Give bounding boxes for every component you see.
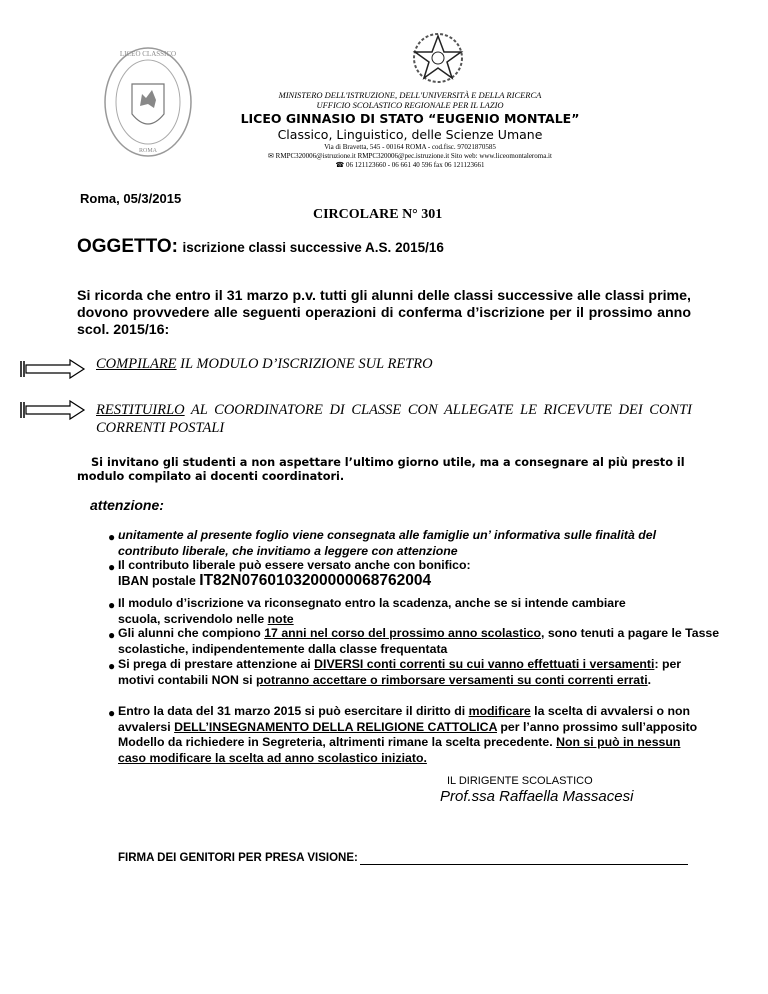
bullet-icon: ● [108, 659, 116, 673]
list-item: Gli alunni che compiono 17 anni nel corso del prossimo anno scolastico, sono tenuti a pagare le Tasse scolastiche, indipendentemente dalla classe frequentata [118, 626, 720, 656]
school-subtitle: Classico, Linguistico, delle Scienze Umane [277, 127, 543, 142]
school-seal-logo [102, 44, 194, 160]
oggetto-label: OGGETTO: [77, 236, 178, 257]
oggetto-text: iscrizione classi successive A.S. 2015/16 [182, 240, 444, 255]
list-item: Entro la data del 31 marzo 2015 si può esercitare il diritto di modificare la scelta di avvalersi o non avvalersi DELL’INSEGNAMENTO DELLA RELIGIONE CATTOLICA per l’anno prossimo sull’apposito Modello da richiedere in Segreteria, altrimenti rimane la scelta precedente. Non si può in nessun caso modificare la scelta ad anno scolastico iniziato. [118, 704, 698, 765]
attention-heading: attenzione: [90, 497, 164, 513]
phone-line: ☎ 06 121123660 - 06 661 40 596 fax 06 121123661 [335, 161, 485, 169]
office-line: UFFICIO SCOLASTICO REGIONALE PER IL LAZIO [316, 100, 504, 110]
list-item: Il contributo liberale può essere versato anche con bonifico: [118, 558, 471, 572]
school-name: LICEO GINNASIO DI STATO “EUGENIO MONTALE” [240, 111, 580, 126]
action-return: RESTITUIRLO AL COORDINATORE DI CLASSE CON ALLEGATE LE RICEVUTE DEI CONTI CORRENTI POSTALI [96, 402, 692, 436]
svg-text:LICEO CLASSICO: LICEO CLASSICO [119, 50, 177, 58]
bullet-icon: ● [108, 706, 116, 720]
invite-paragraph: Si invitano gli studenti a non aspettare l’ultimo giorno utile, ma a consegnare al più presto il modulo compilato ai docenti coordinatori. [77, 456, 685, 483]
signature-role: IL DIRIGENTE SCOLASTICO [447, 775, 593, 787]
republic-emblem-logo [405, 28, 471, 88]
iban-code: IT82N0760103200000068762004 [199, 572, 432, 589]
contacts-line: ✉ RMPC320006@istruzione.it RMPC320006@pec.istruzione.it Sito web: www.liceomontaleroma.it [268, 152, 552, 160]
circolare-number: CIRCOLARE N° 301 [313, 207, 443, 222]
document-date: Roma, 05/3/2015 [80, 191, 182, 206]
iban-line: IBAN postale IT82N0760103200000068762004 [118, 572, 432, 589]
mail-icon: ✉ [268, 152, 276, 160]
arrow-right-icon [20, 358, 86, 380]
phone-icon: ☎ [335, 161, 346, 169]
ministry-line: MINISTERO DELL'ISTRUZIONE, DELL'UNIVERSITÀ E DELLA RICERCA [278, 90, 542, 100]
action-compile: COMPILARE IL MODULO D’ISCRIZIONE SUL RETRO [96, 356, 433, 372]
list-item: Si prega di prestare attenzione ai DIVERSI conti correnti su cui vanno effettuati i versamenti: per motivi contabili NON si potranno accettare o rimborsare versamenti su conti correnti errati. [118, 657, 682, 687]
list-item: Il modulo d’iscrizione va riconsegnato entro la scadenza, anche se si intende cambiare scuola, scrivendolo nelle note [118, 596, 626, 626]
svg-text:ROMA: ROMA [138, 148, 158, 154]
oggetto-line [77, 236, 444, 258]
signature-line [360, 864, 688, 865]
arrow-right-icon [20, 399, 86, 421]
signature-name: Prof.ssa Raffaella Massacesi [440, 788, 634, 805]
intro-paragraph: Si ricorda che entro il 31 marzo p.v. tutti gli alunni delle classi successive alle classi prime, dovono provvedere alle seguenti operazioni di conferma d’iscrizione per il prossimo anno scol. 2015/16: [77, 288, 691, 338]
bullet-icon: ● [108, 598, 116, 612]
parents-signature-label: FIRMA DEI GENITORI PER PRESA VISIONE: [118, 852, 358, 864]
bullet-icon: ● [108, 628, 116, 642]
bullet-icon: ● [108, 560, 116, 574]
list-item: unitamente al presente foglio viene consegnata alle famiglie un’ informativa sulle finalità del contributo liberale, che invitiamo a leggere con attenzione [118, 528, 657, 558]
bullet-icon: ● [108, 530, 116, 544]
address-line: Via di Bravetta, 545 - 00164 ROMA - cod.fisc. 97021870585 [324, 143, 496, 151]
